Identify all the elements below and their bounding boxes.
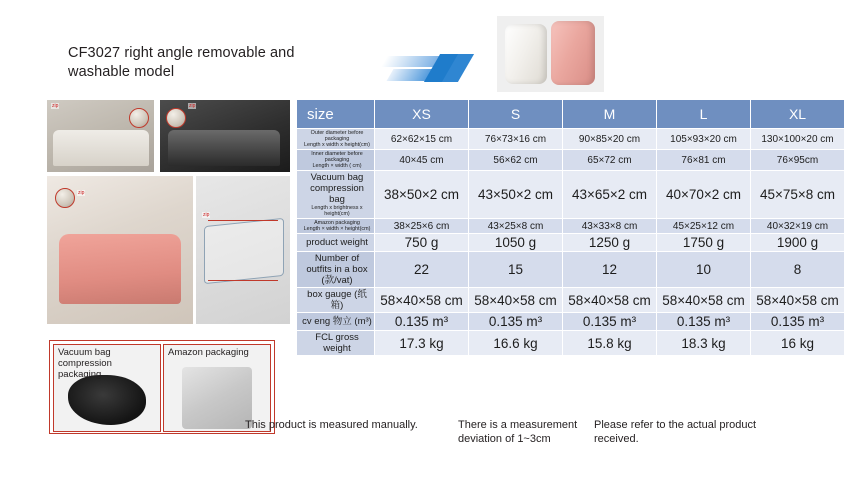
specification-table: [296, 99, 845, 356]
table-row-label-main: cv eng 物立 (m³): [302, 316, 372, 327]
table-cell: 62×62×15 cm: [375, 129, 469, 150]
vacuum-bag-photo: [53, 344, 161, 432]
table-cell: 58×40×58 cm: [469, 288, 563, 313]
table-cell: 43×25×8 cm: [469, 219, 563, 234]
table-header-xs: XS: [375, 100, 469, 129]
table-row-label: [297, 129, 375, 150]
removable-cover-diagram-photo: zip: [196, 176, 290, 324]
table-cell: 45×75×8 cm: [751, 171, 845, 219]
table-row-label-sub: Length × width ( cm): [312, 163, 362, 169]
table-cell: 15.8 kg: [563, 331, 657, 356]
table-cell: 0.135 m³: [375, 313, 469, 331]
table-row: [297, 234, 845, 252]
note-deviation: There is a measurement deviation of 1~3cm: [458, 419, 578, 445]
table-cell: 43×50×2 cm: [469, 171, 563, 219]
table-header-s: S: [469, 100, 563, 129]
table-row-label: [297, 219, 375, 234]
table-header-m: M: [563, 100, 657, 129]
table-header-size: size: [297, 100, 375, 129]
table-cell: 76×81 cm: [657, 150, 751, 171]
table-cell: 56×62 cm: [469, 150, 563, 171]
table-row-label-main: Inner diameter before packaging: [311, 151, 363, 163]
table-cell: 76×73×16 cm: [469, 129, 563, 150]
black-fur-pet-bed-photo: zip: [160, 100, 290, 172]
table-row-label-sub: Length x width x height(cm): [304, 142, 370, 148]
table-cell: 1750 g: [657, 234, 751, 252]
table-row: [297, 171, 845, 219]
table-cell: 40×70×2 cm: [657, 171, 751, 219]
table-cell: 0.135 m³: [563, 313, 657, 331]
table-cell: 40×45 cm: [375, 150, 469, 171]
table-cell: 43×33×8 cm: [563, 219, 657, 234]
table-cell: 16 kg: [751, 331, 845, 356]
table-row-label: [297, 313, 375, 331]
table-row: [297, 288, 845, 313]
table-row-label: [297, 252, 375, 288]
table-row: [297, 331, 845, 356]
note-manual-measure: This product is measured manually.: [245, 419, 418, 431]
rolled-product-photo: [497, 16, 604, 92]
note-refer-actual: Please refer to the actual product received.: [594, 419, 757, 445]
table-row-label-main: Number of outfits in a box (款/vat): [306, 253, 368, 286]
table-cell: 16.6 kg: [469, 331, 563, 356]
table-cell: 65×72 cm: [563, 150, 657, 171]
page-title: CF3027 right angle removable and washable model: [68, 45, 295, 80]
table-cell: 10: [657, 252, 751, 288]
grey-fur-pet-bed-photo: zip: [47, 100, 154, 172]
pink-fur-pet-bed-photo: zip: [47, 176, 193, 324]
table-cell: 8: [751, 252, 845, 288]
table-row-label: [297, 234, 375, 252]
table-cell: 22: [375, 252, 469, 288]
table-cell: 750 g: [375, 234, 469, 252]
table-cell: 43×65×2 cm: [563, 171, 657, 219]
table-cell: 1250 g: [563, 234, 657, 252]
table-cell: 105×93×20 cm: [657, 129, 751, 150]
table-row: [297, 219, 845, 234]
decorative-arrow-icon: [384, 48, 480, 84]
table-cell: 18.3 kg: [657, 331, 751, 356]
table-header-row: [297, 100, 845, 129]
table-cell: 1900 g: [751, 234, 845, 252]
packaging-photo-group: [49, 340, 275, 434]
table-cell: 40×32×19 cm: [751, 219, 845, 234]
table-cell: 0.135 m³: [657, 313, 751, 331]
table-cell: 58×40×58 cm: [375, 288, 469, 313]
table-cell: 58×40×58 cm: [751, 288, 845, 313]
table-cell: 0.135 m³: [469, 313, 563, 331]
table-cell: 38×50×2 cm: [375, 171, 469, 219]
table-row: [297, 129, 845, 150]
table-row-label-main: FCL gross weight: [315, 332, 359, 354]
table-cell: 38×25×6 cm: [375, 219, 469, 234]
table-cell: 45×25×12 cm: [657, 219, 751, 234]
table-cell: 17.3 kg: [375, 331, 469, 356]
table-row-label-main: Amazon packaging: [314, 220, 360, 226]
table-row-label: [297, 150, 375, 171]
table-header-l: L: [657, 100, 751, 129]
table-cell: 76×95cm: [751, 150, 845, 171]
table-cell: 12: [563, 252, 657, 288]
table-cell: 0.135 m³: [751, 313, 845, 331]
table-row-label: [297, 171, 375, 219]
table-row-label-sub: Length × width × height(cm): [303, 226, 371, 232]
table-row: [297, 150, 845, 171]
table-row-label-main: Vacuum bag compression bag: [310, 172, 364, 205]
table-header-xl: XL: [751, 100, 845, 129]
table-row-label-main: box gauge (纸箱): [307, 289, 367, 311]
table-row-label-sub: Length x brightness x height(cm): [311, 205, 363, 217]
table-row-label-main: product weight: [306, 237, 368, 248]
table-row-label: [297, 331, 375, 356]
table-cell: 1050 g: [469, 234, 563, 252]
table-cell: 58×40×58 cm: [657, 288, 751, 313]
amazon-packaging-label: Amazon packaging: [168, 347, 249, 358]
table-cell: 90×85×20 cm: [563, 129, 657, 150]
table-row-label-main: Outer diameter before packaging: [310, 130, 364, 142]
table-row: [297, 252, 845, 288]
table-cell: 15: [469, 252, 563, 288]
table-body: [297, 129, 845, 356]
vacuum-bag-label: Vacuum bag compression packaging: [58, 347, 112, 380]
table-cell: 130×100×20 cm: [751, 129, 845, 150]
table-cell: 58×40×58 cm: [563, 288, 657, 313]
table-row-label: [297, 288, 375, 313]
table-row: [297, 313, 845, 331]
